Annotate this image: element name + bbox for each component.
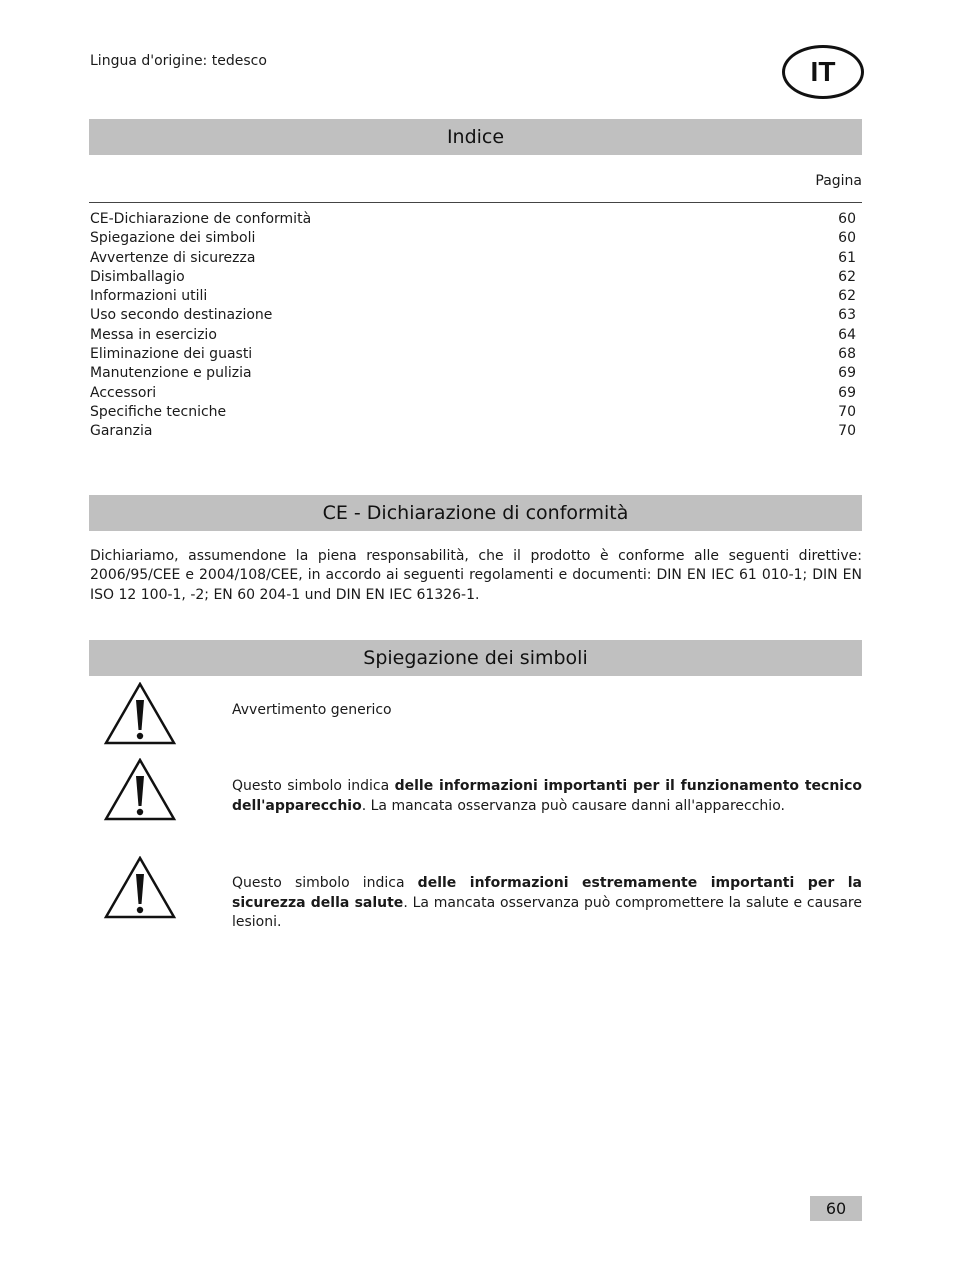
toc-entry-page: 69 xyxy=(838,365,856,382)
symbol-text-consequence: . La mancata osservanza può compromettere la salute e causare lesioni. xyxy=(232,894,862,930)
toc-entry[interactable] xyxy=(90,210,856,229)
toc-entry-label: Disimballagio xyxy=(90,268,185,285)
symbol-text-intro: Questo simbolo indica xyxy=(232,875,418,891)
toc-entry-label: Eliminazione dei guasti xyxy=(90,346,253,363)
toc-entry-page: 70 xyxy=(838,423,856,440)
warning-triangle-icon xyxy=(103,758,177,822)
toc-entry-page: 61 xyxy=(838,249,856,266)
toc-entry-label: Garanzia xyxy=(90,423,153,440)
page-column-label: Pagina xyxy=(815,173,862,189)
warning-triangle-icon xyxy=(103,856,177,920)
toc-entry-label: Specifiche tecniche xyxy=(90,403,227,420)
toc-entry-page: 62 xyxy=(838,288,856,305)
symbol-text-emphasis: delle informazioni importanti per il funzionamento tecnico dell'apparecchio xyxy=(232,778,862,814)
toc-entry-label: Avvertenze di sicurezza xyxy=(90,249,256,266)
toc-entry-label: Spiegazione dei simboli xyxy=(90,230,256,247)
toc-entry-page: 60 xyxy=(838,211,856,227)
ce-declaration-text: Dichiariamo, assumendone la piena responsabilità, che il prodotto è conforme alle seguenti direttive: 2006/95/CEE e 2004/108/CEE, in accordo ai seguenti regolamenti e documenti: DIN EN IEC 61 010-1; DIN EN ISO 12 100-1, -2; EN 60 204-1 und DIN EN IEC 61326-1. xyxy=(90,548,862,603)
page-number: 60 xyxy=(810,1196,862,1221)
table-of-contents xyxy=(90,210,856,442)
toc-entry[interactable] xyxy=(90,384,856,403)
toc-entry-page: 64 xyxy=(838,326,856,343)
symbol-text-intro: Questo simbolo indica xyxy=(232,778,395,794)
toc-entry-label: Accessori xyxy=(90,384,157,401)
symbol-description-general: Avvertimento generico xyxy=(232,702,392,718)
symbol-text-emphasis: delle informazioni estremamente importanti per la sicurezza della salute xyxy=(232,875,862,911)
symbol-description-health xyxy=(232,874,862,933)
toc-entry-label: Informazioni utili xyxy=(90,288,208,305)
toc-entry[interactable] xyxy=(90,229,856,248)
toc-entry[interactable] xyxy=(90,345,856,364)
toc-entry[interactable] xyxy=(90,403,856,422)
ce-declaration-heading: CE - Dichiarazione di conformità xyxy=(89,495,862,531)
toc-entry[interactable] xyxy=(90,364,856,383)
warning-triangle-icon xyxy=(103,682,177,746)
toc-entry[interactable] xyxy=(90,249,856,268)
toc-entry[interactable] xyxy=(90,287,856,306)
toc-entry[interactable] xyxy=(90,268,856,287)
toc-entry-label: Messa in esercizio xyxy=(90,326,217,343)
index-divider xyxy=(89,202,862,203)
symbol-description-device xyxy=(232,777,862,816)
toc-entry[interactable] xyxy=(90,306,856,325)
toc-entry[interactable] xyxy=(90,326,856,345)
language-badge: IT xyxy=(782,45,864,99)
toc-entry-page: 68 xyxy=(838,346,856,363)
toc-entry-label: Manutenzione e pulizia xyxy=(90,365,252,382)
toc-entry-page: 60 xyxy=(838,230,856,247)
index-heading: Indice xyxy=(89,119,862,155)
toc-entry-page: 70 xyxy=(838,403,856,420)
toc-entry-page: 69 xyxy=(838,384,856,401)
toc-entry-page: 62 xyxy=(838,268,856,285)
symbols-heading: Spiegazione dei simboli xyxy=(89,640,862,676)
toc-entry-label: Uso secondo destinazione xyxy=(90,307,273,324)
toc-entry-page: 63 xyxy=(838,307,856,324)
origin-language-note: Lingua d'origine: tedesco xyxy=(90,53,267,69)
toc-entry[interactable] xyxy=(90,422,856,441)
toc-entry-label: CE-Dichiarazione de conformità xyxy=(90,211,312,227)
symbol-text-consequence: . La mancata osservanza può causare danni all'apparecchio. xyxy=(361,797,785,814)
